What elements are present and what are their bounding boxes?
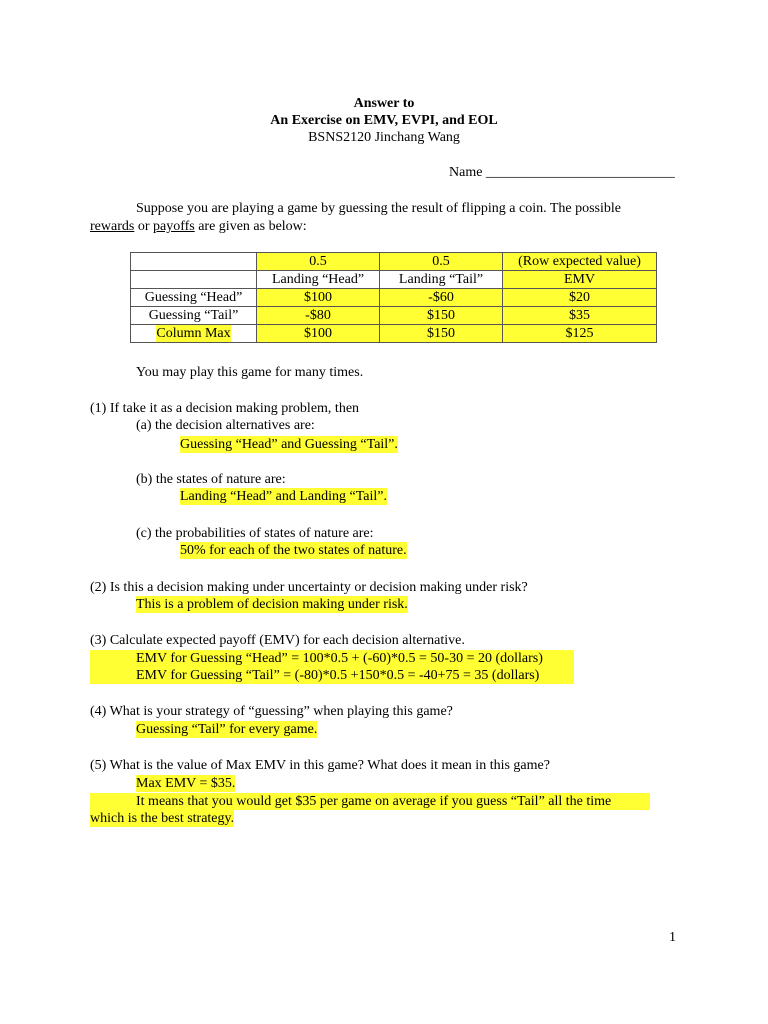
table-cell [257, 325, 380, 343]
question-4: (4) What is your strategy of “guessing” when playing this game? [90, 704, 453, 719]
cell-value: $100 [257, 289, 379, 306]
table-cell [380, 289, 503, 307]
table-row [131, 289, 657, 307]
table-row [131, 325, 657, 343]
answer-1a: Guessing “Head” and Guessing “Tail”. [180, 437, 398, 452]
table-cell [257, 307, 380, 325]
cell-value: -$60 [380, 289, 502, 306]
prob-tail: 0.5 [380, 253, 502, 270]
table-cell [503, 325, 657, 343]
table-cell [503, 253, 657, 271]
answer-5-conclusion: which is the best strategy. [90, 811, 235, 826]
doc-title-line2: An Exercise on EMV, EVPI, and EOL [270, 113, 498, 128]
row-label [131, 325, 257, 343]
cell-value: $150 [380, 325, 502, 342]
table-cell [380, 253, 503, 271]
answer-4: Guessing “Tail” for every game. [136, 722, 318, 737]
question-3: (3) Calculate expected payoff (EMV) for each decision alternative. [90, 633, 465, 648]
table-cell [380, 325, 503, 343]
question-1b: (b) the states of nature are: [136, 472, 286, 487]
table-cell [131, 271, 257, 289]
table-row-probabilities [131, 253, 657, 271]
name-field: Name ___________________________ [449, 165, 675, 180]
intro-tail: are given as below: [194, 219, 307, 234]
or-text: or [134, 219, 153, 234]
payoff-table [130, 252, 657, 343]
table-row [131, 307, 657, 325]
answer-3-tail: EMV for Guessing “Tail” = (-80)*0.5 +150*0.5 = -40+75 = 35 (dollars) [90, 667, 574, 684]
column-max-label: Column Max [156, 326, 231, 341]
table-cell [131, 253, 257, 271]
row-label: Guessing “Head” [131, 289, 257, 307]
intro-line2 [90, 218, 307, 235]
play-many-text: You may play this game for many times. [136, 365, 364, 380]
doc-title-line1: Answer to [353, 96, 415, 111]
question-5: (5) What is the value of Max EMV in this game? What does it mean in this game? [90, 758, 550, 773]
payoffs-term: payoffs [152, 219, 195, 234]
answer-1b: Landing “Head” and Landing “Tail”. [180, 489, 387, 504]
row-label: Guessing “Tail” [131, 307, 257, 325]
answer-2: This is a problem of decision making under risk. [136, 597, 408, 612]
table-header-cell: Landing “Tail” [380, 271, 503, 289]
cell-value: $100 [257, 325, 379, 342]
table-cell [257, 289, 380, 307]
table-row-header [131, 271, 657, 289]
emv-header: EMV [503, 271, 656, 288]
page-number: 1 [669, 930, 676, 945]
answer-3-head: EMV for Guessing “Head” = 100*0.5 + (-60)*0.5 = 50-30 = 20 (dollars) [90, 650, 574, 667]
cell-value: -$80 [257, 307, 379, 324]
table-cell [257, 253, 380, 271]
course-author: BSNS2120 Jinchang Wang [308, 130, 460, 145]
row-expected-value-label: (Row expected value) [503, 253, 656, 270]
table-header-cell: Landing “Head” [257, 271, 380, 289]
cell-value: $125 [503, 325, 656, 342]
table-cell [503, 289, 657, 307]
question-2: (2) Is this a decision making under uncertainty or decision making under risk? [90, 580, 528, 595]
table-cell [503, 307, 657, 325]
table-cell [380, 307, 503, 325]
question-1c: (c) the probabilities of states of nature are: [136, 526, 374, 541]
answer-1c: 50% for each of the two states of nature. [180, 543, 407, 558]
answer-5-max-emv: Max EMV = $35. [136, 776, 236, 791]
cell-value: $150 [380, 307, 502, 324]
rewards-term: rewards [90, 219, 135, 234]
table-header-cell [503, 271, 657, 289]
intro-line1: Suppose you are playing a game by guessing the result of flipping a coin. The possible [136, 201, 621, 216]
prob-head: 0.5 [257, 253, 379, 270]
question-1a: (a) the decision alternatives are: [136, 418, 315, 433]
answer-5-meaning: It means that you would get $35 per game on average if you guess “Tail” all the time [90, 793, 650, 810]
cell-value: $35 [503, 307, 656, 324]
question-1: (1) If take it as a decision making problem, then [90, 401, 360, 416]
cell-value: $20 [503, 289, 656, 306]
